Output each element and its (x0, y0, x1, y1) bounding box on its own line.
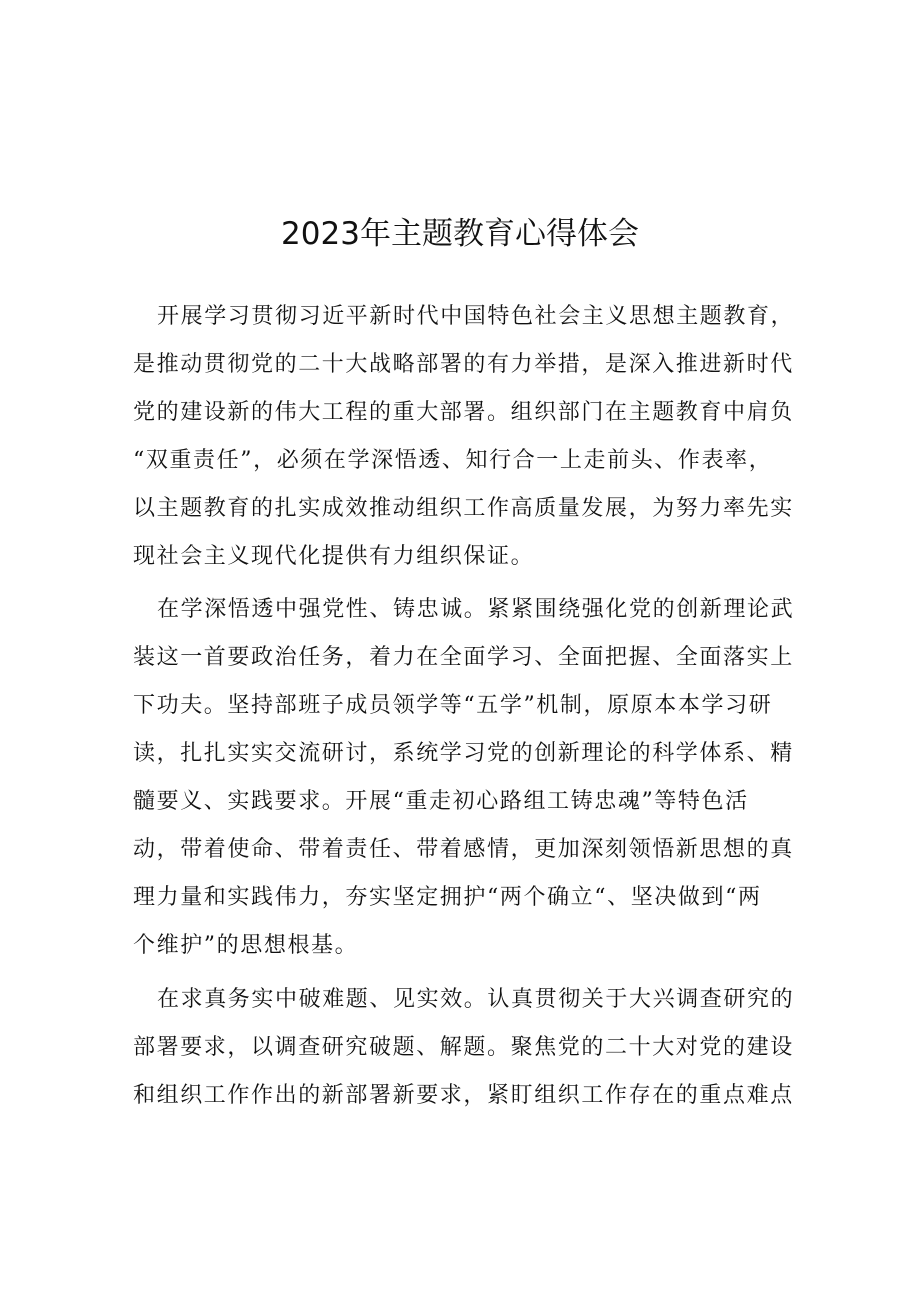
paragraph-1-line-2: 是推动贯彻党的二十大战略部署的有力举措，是深入推进新时代 (133, 352, 794, 377)
paragraph-2-line-7: 理力量和实践伟力，夯实坚定拥护“两个确立“、坚决做到“两 (133, 885, 762, 910)
paragraph-2-line-2: 装这一首要政治任务，着力在全面学习、全面把握、全面落实上 (133, 645, 794, 670)
paragraph-3-line-1: 在求真务实中破难题、见实效。认真贯彻关于大兴调查研究的 (157, 987, 795, 1012)
paragraph-2-line-5: 髓要义、实践要求。开展“重走初心路组工铸忠魂”等特色活 (133, 789, 749, 814)
document-title: 2023年主题教育心得体会 (281, 216, 639, 252)
paragraph-3-line-2: 部署要求，以调查研究破题、解题。聚焦党的二十大对党的建设 (133, 1035, 794, 1060)
paragraph-2-line-1: 在学深悟透中强党性、铸忠诚。紧紧围绕强化党的创新理论武 (157, 597, 795, 622)
paragraph-3-line-3: 和组织工作作出的新部署新要求，紧盯组织工作存在的重点难点 (133, 1083, 794, 1108)
paragraph-2-line-6: 动，带着使命、带着责任、带着感情，更加深刻领悟新思想的真 (133, 837, 794, 862)
paragraph-1-line-5: 以主题教育的扎实成效推动组织工作高质量发展，为努力率先实 (133, 496, 794, 521)
paragraph-2-line-8: 个维护”的思想根基。 (133, 933, 359, 958)
paragraph-1-line-1: 开展学习贯彻习近平新时代中国特色社会主义思想主题教育， (157, 304, 795, 329)
paragraph-1-line-4: “双重责任”，必须在学深悟透、知行合一上走前头、作表率， (133, 448, 773, 473)
paragraph-2-line-4: 读，扎扎实实交流研讨，系统学习党的创新理论的科学体系、精 (133, 741, 794, 766)
paragraph-1-line-3: 党的建设新的伟大工程的重大部署。组织部门在主题教育中肩负 (133, 400, 794, 425)
paragraph-1-line-6: 现社会主义现代化提供有力组织保证。 (133, 544, 535, 569)
paragraph-2-line-3: 下功夫。坚持部班子成员领学等“五学”机制，原原本本学习研 (133, 693, 773, 718)
